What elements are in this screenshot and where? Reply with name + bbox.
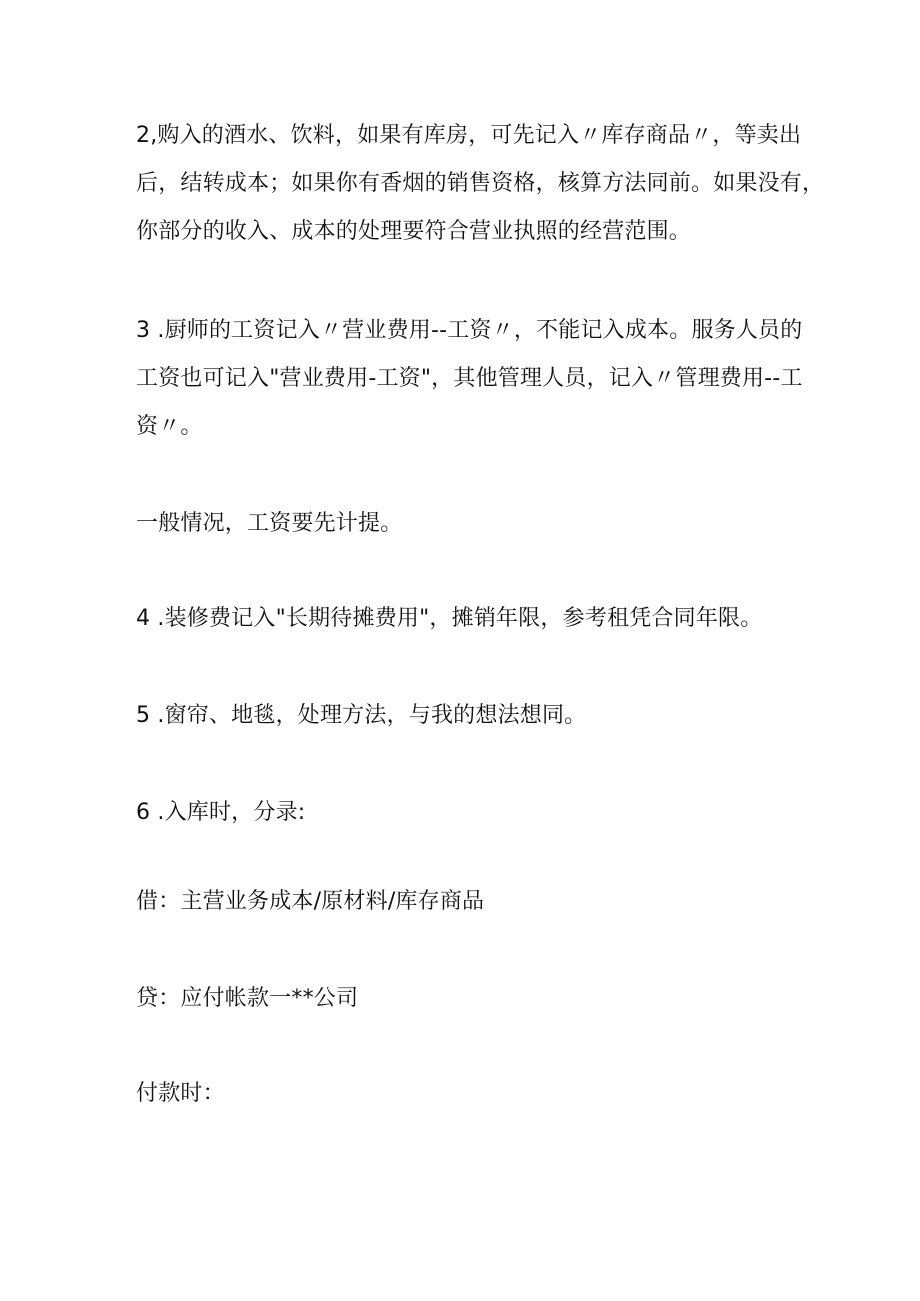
paragraph-6: 6 .入库时，分录: — [136, 800, 306, 825]
payment-heading: 付款时： — [136, 1081, 225, 1106]
paragraph-3-line-3: 资〃。 — [136, 414, 203, 439]
paragraph-2-line-2: 后，结转成本；如果你有香烟的销售资格，核算方法同前。如果没有， — [136, 171, 825, 196]
debit-entry: 借：主营业务成本/原材料/库存商品 — [136, 889, 485, 914]
credit-entry: 贷：应付帐款一**公司 — [136, 986, 359, 1011]
paragraph-3-line-2: 工资也可记入"营业费用-工资"，其他管理人员，记入〃管理费用--工 — [136, 366, 803, 391]
salary-note: 一般情况，工资要先计提。 — [136, 511, 403, 536]
paragraph-3-line-1: 3 .厨师的工资记入〃营业费用--工资〃，不能记入成本。服务人员的 — [136, 318, 803, 343]
paragraph-5: 5 .窗帘、地毯，处理方法，与我的想法想同。 — [136, 703, 587, 728]
paragraph-2-line-3: 你部分的收入、成本的处理要符合营业执照的经营范围。 — [136, 219, 692, 244]
paragraph-2-line-1: 2,购入的酒水、饮料，如果有库房，可先记入〃库存商品〃，等卖出 — [136, 123, 802, 148]
paragraph-4: 4 .装修费记入"长期待摊费用"，摊销年限，参考租凭合同年限。 — [136, 606, 763, 631]
